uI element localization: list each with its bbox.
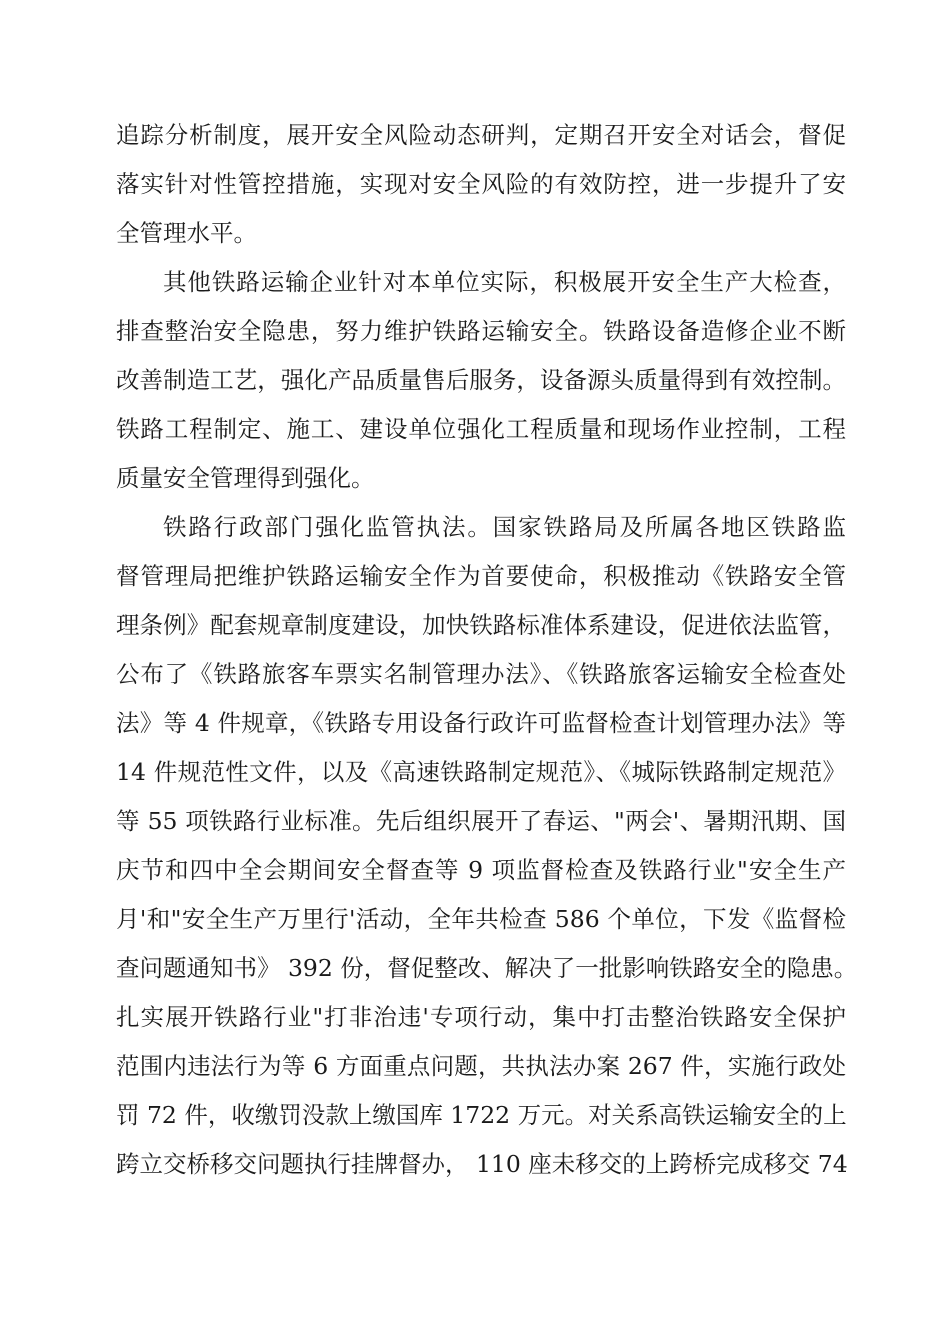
text-line: 铁路工程制定、施工、建设单位强化工程质量和现场作业控制，工程 — [116, 415, 846, 443]
text-line: 范围内违法行为等 6 方面重点问题，共执法办案 267 件，实施行政处 — [116, 1052, 846, 1080]
text-line: 庆节和四中全会期间安全督查等 9 项监督检查及铁路行业"安全生产 — [116, 856, 846, 884]
text-line: 落实针对性管控措施，实现对安全风险的有效防控，进一步提升了安 — [116, 170, 846, 198]
text-line: 排查整治安全隐患，努力维护铁路运输安全。铁路设备造修企业不断 — [116, 317, 846, 345]
text-line: 月'和"安全生产万里行'活动，全年共检查 586 个单位，下发《监督检 — [116, 905, 846, 933]
text-line: 质量安全管理得到强化。 — [116, 464, 375, 492]
text-line: 公布了《铁路旅客车票实名制管理办法》、《铁路旅客运输安全检查处 — [116, 660, 846, 688]
text-line: 查问题通知书》 392 份，督促整改、解决了一批影响铁路安全的隐患。 — [116, 954, 858, 982]
text-line: 罚 72 件，收缴罚没款上缴国库 1722 万元。对关系高铁运输安全的上 — [116, 1101, 847, 1129]
text-line: 督管理局把维护铁路运输安全作为首要使命，积极推动《铁路安全管 — [116, 562, 846, 590]
text-line: 等 55 项铁路行业标准。先后组织展开了春运、"两会'、暑期汛期、国 — [116, 807, 846, 835]
text-line: 扎实展开铁路行业"打非治违'专项行动，集中打击整治铁路安全保护 — [116, 1003, 846, 1031]
text-line: 14 件规范性文件，以及《高速铁路制定规范》、《城际铁路制定规范》 — [116, 758, 846, 786]
text-line: 追踪分析制度，展开安全风险动态研判，定期召开安全对话会，督促 — [116, 121, 846, 149]
text-line: 其他铁路运输企业针对本单位实际，积极展开安全生产大检查， — [163, 268, 846, 296]
text-line: 铁路行政部门强化监管执法。国家铁路局及所属各地区铁路监 — [163, 513, 846, 541]
text-line: 跨立交桥移交问题执行挂牌督办， 110 座未移交的上跨桥完成移交 74 — [116, 1150, 848, 1178]
text-line: 全管理水平。 — [116, 219, 257, 247]
text-line: 改善制造工艺，强化产品质量售后服务，设备源头质量得到有效控制。 — [116, 366, 846, 394]
text-line: 法》等 4 件规章，《铁路专用设备行政许可监督检查计划管理办法》等 — [116, 709, 846, 737]
text-line: 理条例》配套规章制度建设，加快铁路标准体系建设，促进依法监管， — [116, 611, 846, 639]
